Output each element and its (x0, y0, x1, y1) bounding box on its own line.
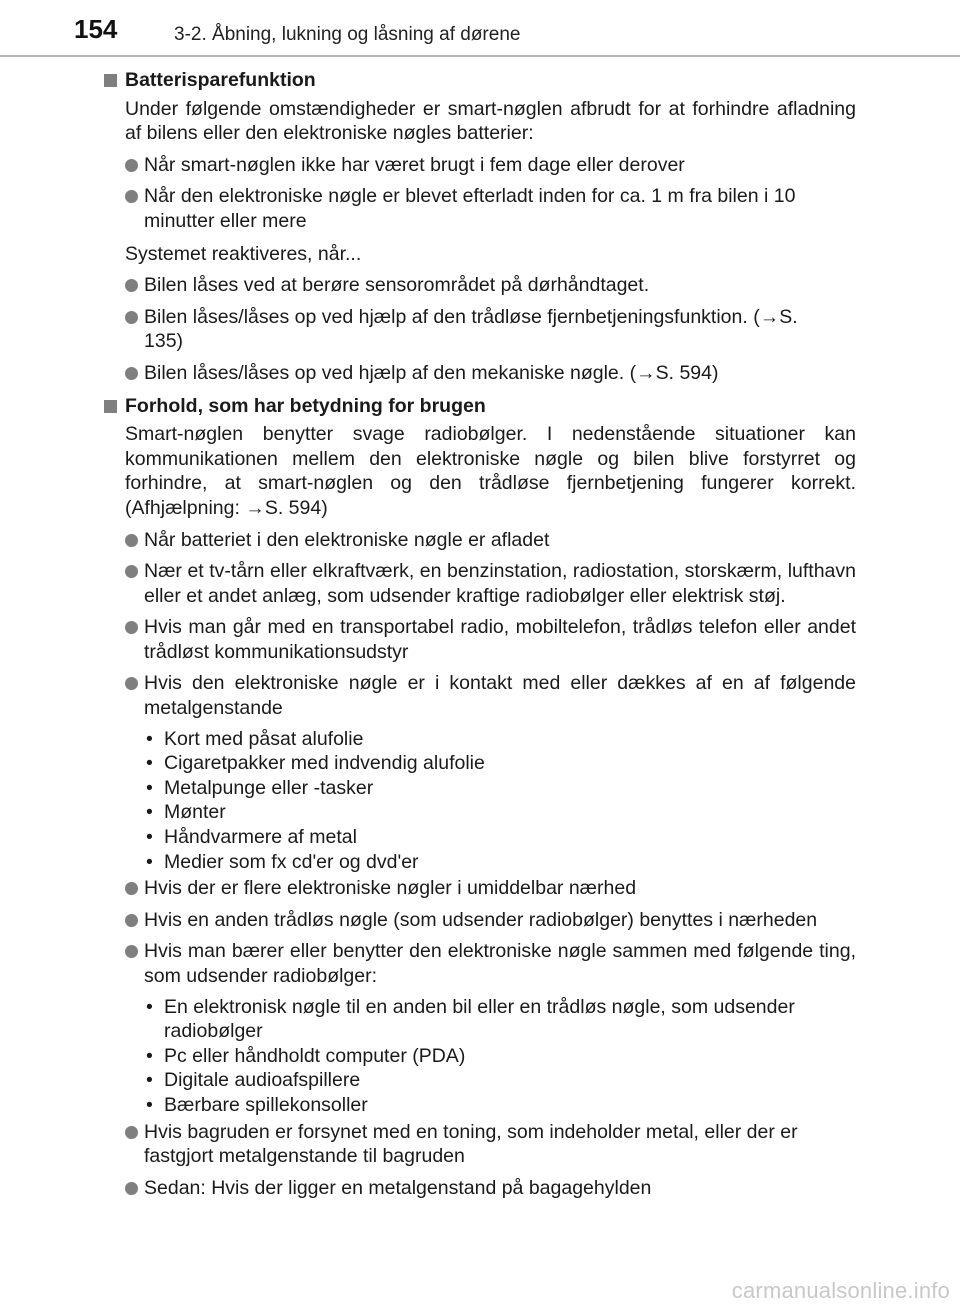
section-title-battery-saver: Batterisparefunktion (104, 68, 856, 93)
round-bullet-icon (125, 621, 138, 634)
list-item: • Pc eller håndholdt computer (PDA) (146, 1044, 466, 1067)
paragraph: Under følgende omstændigheder er smart-nøglen afbrudt for at forhindre afladning af bilens eller den elektroniske nøgles batterier: (125, 97, 856, 145)
round-bullet-icon (125, 914, 138, 927)
round-bullet-icon (125, 1126, 138, 1139)
bullet-item: Hvis man går med en transportabel radio, mobiltelefon, trådløs telefon eller andet trådløst kommunikationsudstyr (104, 615, 856, 664)
bullet-item: Når smart-nøglen ikke har været brugt i fem dage eller derover (104, 153, 856, 178)
round-bullet-icon (125, 945, 138, 958)
bullet-item: Sedan: Hvis der ligger en metalgenstand på bagagehylden (104, 1176, 856, 1201)
chapter-title: 3-2. Åbning, lukning og låsning af dørene (174, 24, 521, 45)
round-bullet-icon (125, 677, 138, 690)
round-bullet-icon (125, 367, 138, 380)
bullet-item: Bilen låses/låses op ved hjælp af den trådløse fjernbetjeningsfunktion. (→S. 135) (104, 305, 856, 354)
round-bullet-icon (125, 882, 138, 895)
bullet-item: Bilen låses ved at berøre sensorområdet på dørhåndtaget. (104, 273, 856, 298)
list-item: • Håndvarmere af metal (146, 826, 357, 849)
list-item: • Mønter (146, 801, 226, 824)
watermark: carmanualsonline.info (731, 1278, 950, 1303)
page-content (104, 64, 856, 1200)
round-bullet-icon (125, 1182, 138, 1195)
paragraph: Systemet reaktiveres, når... (125, 242, 362, 265)
bullet-item: Hvis den elektroniske nøgle er i kontakt med eller dækkes af en af følgende metalgenstande (104, 671, 856, 720)
bullet-item: Hvis der er flere elektroniske nøgler i umiddelbar nærhed (104, 876, 856, 901)
page-number: 154 (74, 14, 118, 44)
list-item: • Digitale audioafspillere (146, 1069, 361, 1092)
bullet-item: Hvis en anden trådløs nøgle (som udsender radiobølger) benyttes i nærheden (104, 908, 856, 933)
list-item: • En elektronisk nøgle til en anden bil eller en trådløs nøgle, som udsender radiobølger (146, 995, 795, 1043)
bullet-item: Nær et tv-tårn eller elkraftværk, en benzinstation, radiostation, storskærm, lufthavn eller et andet anlæg, som udsender kraftige radiobølger eller elektrisk støj. (104, 559, 856, 608)
list-item: • Medier som fx cd'er og dvd'er (146, 850, 419, 873)
bullet-item: Når batteriet i den elektroniske nøgle er afladet (104, 528, 856, 553)
round-bullet-icon (125, 279, 138, 292)
round-bullet-icon (125, 190, 138, 203)
radio-devices-list (104, 995, 856, 1118)
round-bullet-icon (125, 534, 138, 547)
list-item: • Bærbare spillekonsoller (146, 1093, 368, 1116)
paragraph: Smart-nøglen benytter svage radiobølger. I nedenstående situationer kan kommunikationen mellem den elektroniske nøgle og bilen blive forstyrret og forhindre, at smart-nøglen og den trådløse fjernbetjening fungerer korrekt. (Afhjælpning: →S. 594) (125, 423, 856, 519)
round-bullet-icon (125, 311, 138, 324)
bullet-item: Bilen låses/låses op ved hjælp af den mekaniske nøgle. (→S. 594) (104, 361, 856, 386)
square-bullet-icon (104, 400, 117, 413)
round-bullet-icon (125, 159, 138, 172)
header-divider (0, 55, 960, 57)
page-header (0, 0, 960, 56)
list-item: • Metalpunge eller -tasker (146, 776, 374, 799)
metal-objects-list (104, 727, 856, 875)
round-bullet-icon (125, 565, 138, 578)
bullet-item: Hvis bagruden er forsynet med en toning, som indeholder metal, eller der er fastgjort metalgenstande til bagruden (104, 1120, 856, 1169)
section-title-usage-conditions: Forhold, som har betydning for brugen (104, 394, 856, 419)
square-bullet-icon (104, 74, 117, 87)
list-item: • Cigaretpakker med indvendig alufolie (146, 752, 485, 775)
bullet-item: Når den elektroniske nøgle er blevet efterladt inden for ca. 1 m fra bilen i 10 minutter eller mere (104, 184, 856, 233)
list-item: • Kort med påsat alufolie (146, 727, 364, 750)
bullet-item: Hvis man bærer eller benytter den elektroniske nøgle sammen med følgende ting, som udsender radiobølger: (104, 939, 856, 988)
